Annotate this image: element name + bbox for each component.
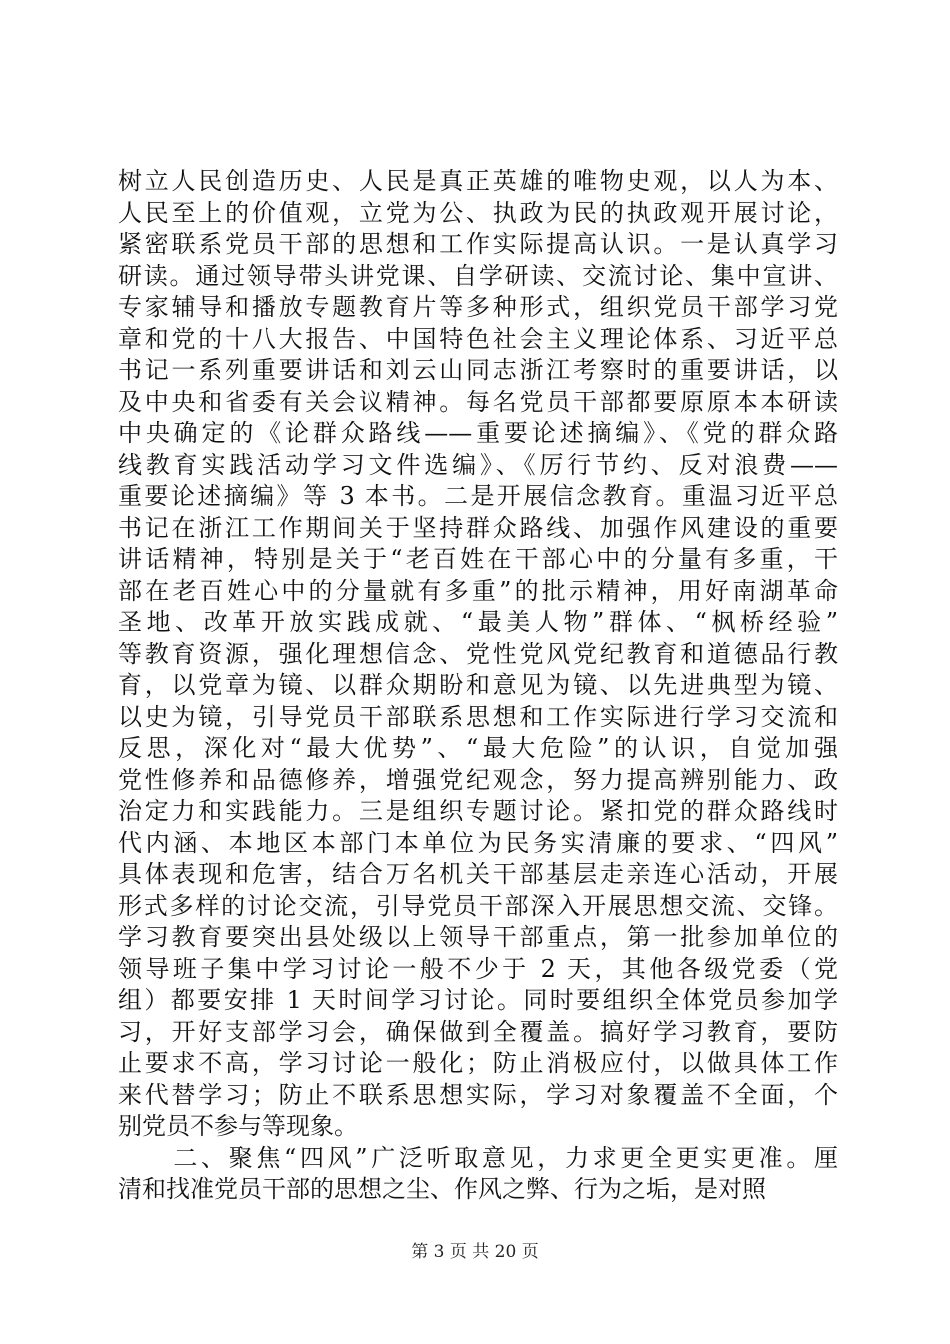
text-line: 反思，深化对“最大优势”、“最大危险”的认识，自觉加强: [118, 734, 838, 762]
text-line: 书记在浙江工作期间关于坚持群众路线、加强作风建设的重要: [118, 513, 838, 542]
text-line: 领导班子集中学习讨论一般不少于 2 天，其他各级党委（党: [118, 954, 838, 983]
text-line: 代内涵、本地区本部门本单位为民务实清廉的要求、“四风”: [118, 828, 838, 857]
text-line: 章和党的十八大报告、中国特色社会主义理论体系、习近平总: [118, 324, 838, 353]
text-line: 紧密联系党员干部的思想和工作实际提高认识。一是认真学习: [118, 230, 838, 258]
text-line: 清和找准党员干部的思想之尘、作风之弊、行为之垢，是对照: [118, 1175, 766, 1203]
page-number: 第 3 页: [411, 1242, 467, 1262]
text-line: 等教育资源，强化理想信念、党性党风党纪教育和道德品行教: [118, 639, 838, 668]
text-line: 组）都要安排 1 天时间学习讨论。同时要组织全体党员参加学: [118, 986, 838, 1014]
text-line: 来代替学习；防止不联系思想实际，学习对象覆盖不全面，个: [118, 1080, 838, 1109]
text-line: 以史为镜，引导党员干部联系思想和工作实际进行学习交流和: [118, 702, 838, 731]
text-line: 线教育实践活动学习文件选编》、《厉行节约、反对浪费——: [118, 450, 838, 479]
text-line: 具体表现和危害，结合万名机关干部基层走亲连心活动，开展: [118, 860, 838, 888]
page-total: 共 20 页: [472, 1242, 539, 1262]
text-line: 中央确定的《论群众路线——重要论述摘编》、《党的群众路: [118, 419, 838, 447]
text-line: 习，开好支部学习会，确保做到全覆盖。搞好学习教育，要防: [118, 1017, 838, 1046]
text-line: 党性修养和品德修养，增强党纪观念，努力提高辨别能力、政: [118, 765, 838, 794]
text-line: 人民至上的价值观，立党为公、执政为民的执政观开展讨论，: [118, 198, 838, 227]
page-footer: [0, 1240, 950, 1264]
text-line: 圣地、改革开放实践成就、“最美人物”群体、“枫桥经验”: [118, 608, 838, 636]
text-line: 育，以党章为镜、以群众期盼和意见为镜、以先进典型为镜、: [118, 671, 838, 699]
text-line: 研读。通过领导带头讲党课、自学研读、交流讨论、集中宣讲、: [118, 261, 838, 290]
text-line: 讲话精神，特别是关于“老百姓在干部心中的分量有多重，干: [118, 545, 838, 573]
text-line: 学习教育要突出县处级以上领导干部重点，第一批参加单位的: [118, 923, 838, 951]
text-line: 书记一系列重要讲话和刘云山同志浙江考察时的重要讲话，以: [118, 356, 838, 384]
text-line: 形式多样的讨论交流，引导党员干部深入开展思想交流、交锋。: [118, 891, 838, 920]
text-line: 重要论述摘编》等 3 本书。二是开展信念教育。重温习近平总: [118, 482, 838, 510]
text-line: 部在老百姓心中的分量就有多重”的批示精神，用好南湖革命: [118, 576, 838, 605]
text-line: 二、聚焦“四风”广泛听取意见，力求更全更实更准。厘: [118, 1143, 838, 1172]
text-line: 及中央和省委有关会议精神。每名党员干部都要原原本本研读: [118, 387, 838, 416]
text-line: 止要求不高，学习讨论一般化；防止消极应付，以做具体工作: [118, 1049, 838, 1077]
text-line: 别党员不参与等现象。: [118, 1112, 358, 1140]
text-line: 树立人民创造历史、人民是真正英雄的唯物史观，以人为本、: [118, 167, 838, 195]
document-body: [118, 166, 838, 1206]
text-line: 专家辅导和播放专题教育片等多种形式，组织党员干部学习党: [118, 293, 838, 321]
text-line: 治定力和实践能力。三是组织专题讨论。紧扣党的群众路线时: [118, 797, 838, 825]
